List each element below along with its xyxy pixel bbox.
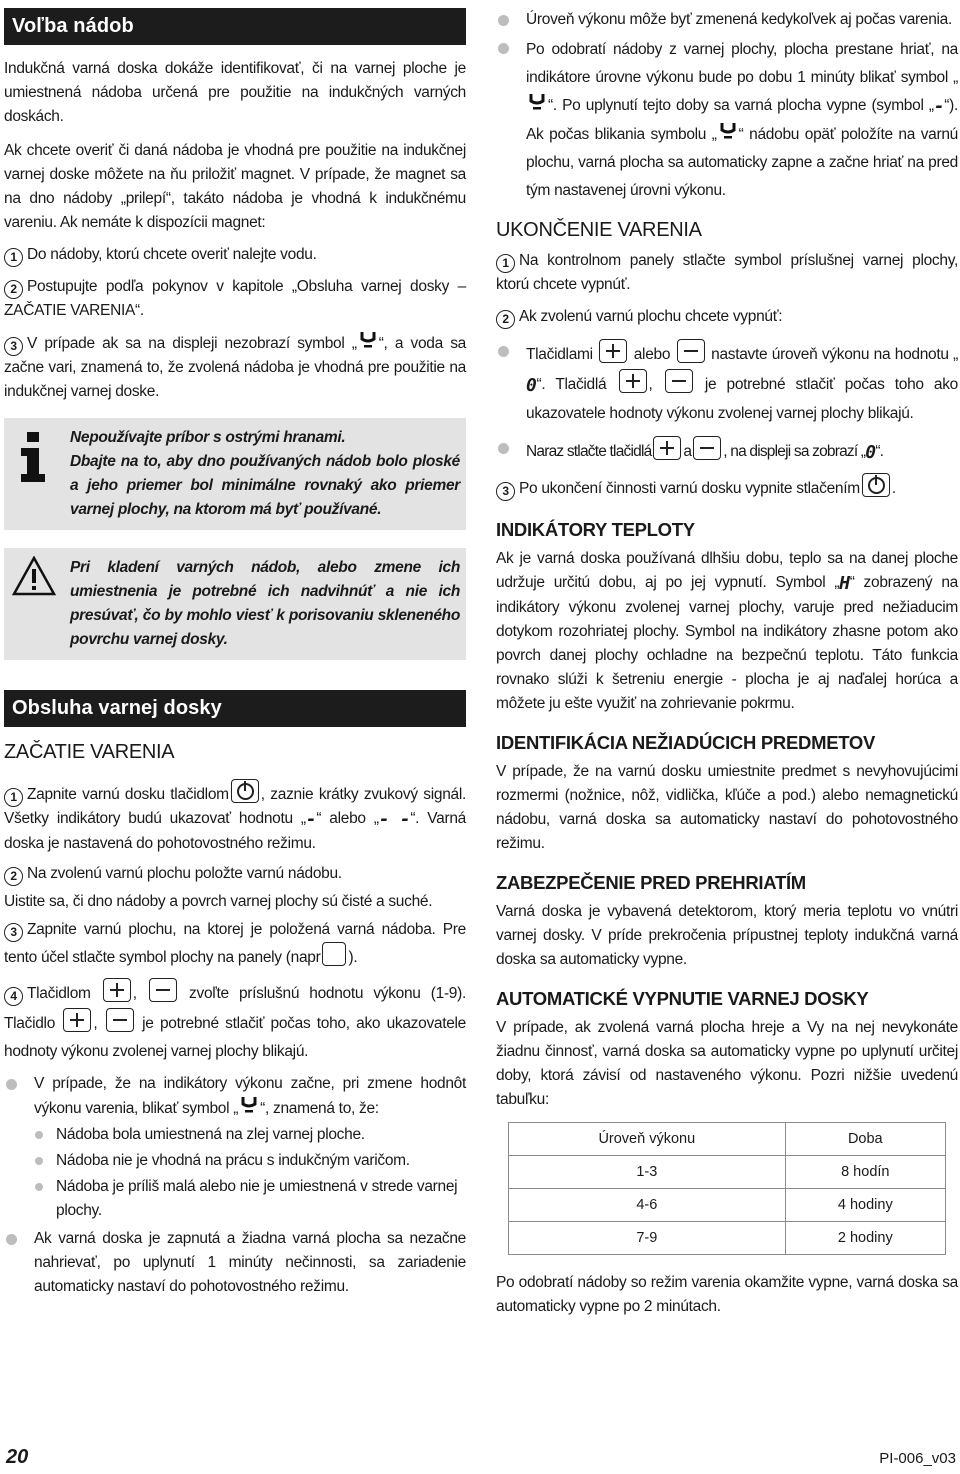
pot-removed-c: “). Ak počas blikania symbolu „ bbox=[526, 97, 958, 143]
end-bullet-2 bbox=[496, 436, 958, 465]
info-note bbox=[4, 418, 466, 530]
start-step-1-b: , zaznie krátky zvukový signál. Všetky indikátory budú ukazovať hodnotu „ bbox=[4, 786, 466, 827]
start-heading: ZAČATIE VARENIA bbox=[4, 741, 175, 763]
table-header-row bbox=[509, 1123, 946, 1156]
start-step-2-text: Na zvolenú varnú plochu položte varnú nádobu. bbox=[27, 865, 342, 882]
plus-key-icon bbox=[653, 436, 681, 460]
sub-bullet-3: Nádoba je príliš malá alebo nie je umiestnená v strede varnej plochy. bbox=[4, 1175, 466, 1223]
step-2 bbox=[4, 275, 466, 323]
left-column bbox=[4, 8, 466, 1299]
end-bullet-1-c: nastavte úroveň výkonu na hodnotu „ bbox=[711, 346, 959, 363]
pot-removed-a: Po odobratí nádoby z varnej plochy, plocha prestane hriať, na indikátore úrovne výkonu bude po dobu 1 minúty blikať symbol „ bbox=[526, 41, 958, 86]
start-step-1-a: Zapnite varnú dosku tlačidlom bbox=[27, 786, 229, 803]
table-header-level: Úroveň výkonu bbox=[509, 1123, 786, 1156]
zone-key-icon bbox=[322, 942, 346, 966]
minus-key-icon bbox=[677, 339, 705, 363]
table-cell: 8 hodín bbox=[785, 1156, 945, 1189]
no-pot-symbol-icon bbox=[238, 1096, 260, 1116]
start-step-4-b: zvoľte príslušnú hodnotu výkonu (1-9). Tlačidlo bbox=[4, 985, 466, 1032]
zero-symbol: 0 bbox=[865, 442, 876, 463]
table-row bbox=[509, 1156, 946, 1189]
minus-key-icon bbox=[106, 1008, 134, 1032]
bullet-blink-b: “, znamená to, že: bbox=[260, 1100, 379, 1117]
number-3-icon: 3 bbox=[4, 337, 23, 356]
plus-key-icon bbox=[599, 339, 627, 363]
temp-paragraph-a: Ak je varná doska používaná dlhšiu dobu, teplo sa na danej ploche udržuje určitú dobu, aj po jej vypnutí. Symbol „ bbox=[496, 550, 958, 591]
start-step-1-d: “. Varná doska je nastavená do pohotovostného režimu. bbox=[4, 810, 466, 852]
zero-symbol: 0 bbox=[526, 375, 537, 396]
table-cell: 2 hodiny bbox=[785, 1222, 945, 1255]
ident-heading: IDENTIFIKÁCIA NEŽIADÚCICH PREDMETOV bbox=[496, 732, 876, 753]
plus-key-icon bbox=[103, 978, 131, 1002]
magnet-paragraph: Ak chcete overiť či daná nádoba je vhodná pre použitie na indukčnej varnej doske môžete na ňu priložiť magnet. V prípade, že magnet sa na dno nádoby „prilepí“, takáto nádoba je vhodná k indukčnému vareniu. Ak nemáte k dispozícii magnet: bbox=[4, 142, 466, 231]
pot-removed-d: “ nádobu opäť položíte na varnú plochu, varná plocha sa automaticky zapne a začne hriať na pred tým nastavenej úrovni výkonu. bbox=[526, 126, 959, 199]
end-bullet-1-e: je potrebné stlačiť počas toho ako ukazovatele hodnoty výkonu zvolenej varnej plochy blikajú. bbox=[526, 376, 958, 422]
plus-key-icon bbox=[63, 1008, 91, 1032]
end-step-2-text: Ak zvolenú varnú plochu chcete vypnúť: bbox=[519, 308, 783, 325]
number-4-icon: 4 bbox=[4, 987, 23, 1006]
number-2-icon: 2 bbox=[496, 310, 515, 329]
table-cell: 7-9 bbox=[509, 1222, 786, 1255]
start-step-3-b: ). bbox=[348, 949, 358, 966]
end-bullet-1: Tlačidlami alebo nastavte úroveň výkonu na hodnotu „0“. Tlačidlá , je potrebné stlačiť počas toho ako ukazovatele hodnoty výkonu zvolenej varnej plochy blikajú. bbox=[496, 339, 958, 428]
step-3-text-b: “, a voda sa začne vari, znamená to, že zvolená nádoba je vhodná pre použitie na indukčnej varnej doske. bbox=[4, 335, 466, 400]
auto-off-table bbox=[508, 1122, 946, 1255]
document-code: PI-006_v03 bbox=[879, 1450, 956, 1467]
info-note-line2: Dbajte na to, aby dno používaných nádob bolo ploské a jeho priemer bol minimálne rovnaký ako priemer varnej plochy, na ktorom má byť používané. bbox=[70, 453, 460, 518]
no-pot-symbol-icon bbox=[357, 331, 379, 351]
table-cell: 4-6 bbox=[509, 1189, 786, 1222]
minus-key-icon bbox=[149, 978, 177, 1002]
start-step-3 bbox=[4, 918, 466, 970]
power-key-icon bbox=[862, 473, 890, 497]
end-bullet-1-a: Tlačidlami bbox=[526, 346, 593, 363]
sub-bullet-1: Nádoba bola umiestnená na zlej varnej ploche. bbox=[4, 1123, 466, 1147]
number-1-icon: 1 bbox=[4, 788, 23, 807]
start-step-4-a: Tlačidlom bbox=[27, 985, 91, 1002]
ident-paragraph: V prípade, že na varnú dosku umiestnite predmet s nevyhovujúcimi rozmermi (nožnice, nôž, vidlička, kľúče a pod.) alebo nemagnetickú nádobu, varná doska sa automaticky nastaví do pohotovostného režimu. bbox=[496, 763, 958, 852]
start-step-2 bbox=[4, 862, 466, 886]
end-bullet-2-c: , na displeji sa zobrazí „ bbox=[723, 443, 866, 460]
step-1 bbox=[4, 243, 466, 267]
table-cell: 4 hodiny bbox=[785, 1189, 945, 1222]
right-column bbox=[496, 8, 958, 1319]
end-bullet-2-b: a bbox=[683, 443, 692, 460]
start-step-2-note: Uistite sa, či dno nádoby a povrch varnej plochy sú čisté a suché. bbox=[4, 893, 433, 910]
section-title-operation: Obsluha varnej dosky bbox=[4, 690, 466, 727]
table-row bbox=[509, 1222, 946, 1255]
number-1-icon: 1 bbox=[4, 248, 23, 267]
end-bullet-2-d: “. bbox=[875, 443, 884, 460]
double-dash-symbol: - - bbox=[378, 809, 411, 830]
pot-removed-b: “. Po uplynutí tejto doby sa varná plocha vypne (symbol „ bbox=[548, 97, 934, 114]
bullet-standby: Ak varná doska je zapnutá a žiadna varná plocha sa nezačne nahrievať, po uplynutí 1 minúty nečinnosti, sa zariadenie automaticky nastaví do pohotovostného režimu. bbox=[4, 1227, 466, 1299]
end-step-3-b: . bbox=[891, 480, 896, 497]
end-bullet-1-b: alebo bbox=[633, 346, 671, 363]
table-cell: 1-3 bbox=[509, 1156, 786, 1189]
number-1-icon: 1 bbox=[496, 254, 515, 273]
table-row bbox=[509, 1189, 946, 1222]
warning-icon bbox=[12, 556, 56, 596]
info-note-line1: Nepoužívajte príbor s ostrými hranami. bbox=[70, 429, 346, 446]
minus-key-icon bbox=[693, 436, 721, 460]
bullet-pot-removed bbox=[496, 36, 958, 205]
number-2-icon: 2 bbox=[4, 867, 23, 886]
plus-key-icon bbox=[619, 369, 647, 393]
start-step-3-a: Zapnite varnú plochu, na ktorej je položená varná nádoba. Pre tento účel stlačte symbol plochy na panely (napr bbox=[4, 921, 466, 966]
bullet-blink-a: V prípade, že na indikátory výkonu začne, pri zmene hodnôt výkonu varenia, blikať symbol „ bbox=[34, 1075, 466, 1117]
overheat-paragraph: Varná doska je vybavená detektorom, ktorý meria teplotu vo vnútri varnej dosky. V príde prekročenia prípustnej teploty indukčná varná doska sa automaticky vypne. bbox=[496, 903, 958, 968]
table-header-time: Doba bbox=[785, 1123, 945, 1156]
end-bullet-2-a: Naraz stlačte tlačidlá bbox=[526, 443, 652, 460]
end-step-1-text: Na kontrolnom panely stlačte symbol príslušnej varnej plochy, ktorú chcete vypnúť. bbox=[496, 252, 958, 293]
number-3-icon: 3 bbox=[4, 923, 23, 942]
end-bullet-1-d: “. Tlačidlá bbox=[536, 376, 607, 393]
no-pot-symbol-icon bbox=[717, 122, 739, 142]
number-3-icon: 3 bbox=[496, 482, 515, 501]
dash-symbol: - bbox=[933, 96, 945, 117]
minus-key-icon bbox=[665, 369, 693, 393]
info-icon bbox=[18, 432, 48, 482]
end-step-3 bbox=[496, 473, 958, 501]
end-step-2 bbox=[496, 305, 958, 329]
start-step-1-c: “ alebo „ bbox=[316, 810, 379, 827]
warning-note-text: Pri kladení varných nádob, alebo zmene ich umiestnenia je potrebné ich nadvihnúť a nie ich presúvať, čo by mohlo viesť k porisovaniu skleneného povrchu varnej dosky. bbox=[70, 559, 460, 648]
temp-paragraph-b: “ zobrazený na indikátory výkonu zvolenej varnej plochy, varuje pred nežiaducim dotykom rozohriatej plochy. Symbol na indikátory zhasne potom ako povrch danej plochy ochladne na bezpečnú teplotu. Táto funkcia rovnako slúži k šetreniu energie - plocha je aj naďalej horúca a môžete ju ešte využiť na zohrievanie pokrmu. bbox=[496, 574, 958, 712]
dash-symbol: - bbox=[305, 809, 317, 830]
auto-off-paragraph: V prípade, ak zvolená varná plocha hreje a Vy na nej nevykonáte žiadnu činnosť, varná doska sa automaticky vypne po uplynutí určitej doby, ktorá závisí od nastaveného výkonu. Pozri nižšie uvedenú tabuľku: bbox=[496, 1019, 958, 1108]
intro-paragraph: Indukčná varná doska dokáže identifikovať, či na varnej ploche je umiestnená nádoba určená pre použitie na indukčných varných doskách. bbox=[4, 60, 466, 125]
section-title-vessel-choice: Voľba nádob bbox=[4, 8, 466, 45]
overheat-heading: ZABEZPEČENIE PRED PREHRIATÍM bbox=[496, 872, 806, 893]
auto-off-heading: AUTOMATICKÉ VYPNUTIE VARNEJ DOSKY bbox=[496, 988, 869, 1009]
end-step-1 bbox=[496, 249, 958, 297]
end-heading: UKONČENIE VARENIA bbox=[496, 219, 702, 241]
step-3 bbox=[4, 331, 466, 404]
no-pot-symbol-icon bbox=[526, 93, 548, 113]
step-3-text-a: V prípade ak sa na displeji nezobrazí symbol „ bbox=[27, 335, 357, 352]
bullet-blink-warning bbox=[4, 1072, 466, 1121]
step-2-text: Postupujte podľa pokynov v kapitole „Obsluha varnej dosky – ZAČATIE VARENIA“. bbox=[4, 278, 466, 319]
temp-heading: INDIKÁTORY TEPLOTY bbox=[496, 519, 695, 540]
start-step-4: 4 Tlačidlom , zvoľte príslušnú hodnotu výkonu (1-9). Tlačidlo , je potrebné stlačiť počas toho, ako ukazovatele hodnoty výkonu zvolenej varnej plochy blikajú. bbox=[4, 978, 466, 1066]
bullet-level-change: Úroveň výkonu môže byť zmenená kedykoľvek aj počas varenia. bbox=[496, 8, 958, 32]
page-number: 20 bbox=[6, 1446, 29, 1468]
start-step-1 bbox=[4, 779, 466, 856]
start-step-4-c: je potrebné stlačiť počas toho, ako ukazovatele hodnoty výkonu zvolenej varnej plochy blikajú. bbox=[4, 1015, 467, 1060]
step-1-text: Do nádoby, ktorú chcete overiť nalejte vodu. bbox=[27, 246, 317, 263]
temp-paragraph bbox=[496, 547, 958, 716]
h-symbol: H bbox=[839, 573, 850, 594]
warning-note bbox=[4, 548, 466, 660]
power-key-icon bbox=[231, 779, 259, 803]
after-table-paragraph: Po odobratí nádoby so režim varenia okamžite vypne, varná doska sa automaticky vypne po 2 minútach. bbox=[496, 1274, 958, 1315]
sub-bullet-2: Nádoba nie je vhodná na prácu s indukčným varičom. bbox=[4, 1149, 466, 1173]
end-step-3-a: Po ukončení činnosti varnú dosku vypnite stlačením bbox=[519, 480, 860, 497]
number-2-icon: 2 bbox=[4, 280, 23, 299]
